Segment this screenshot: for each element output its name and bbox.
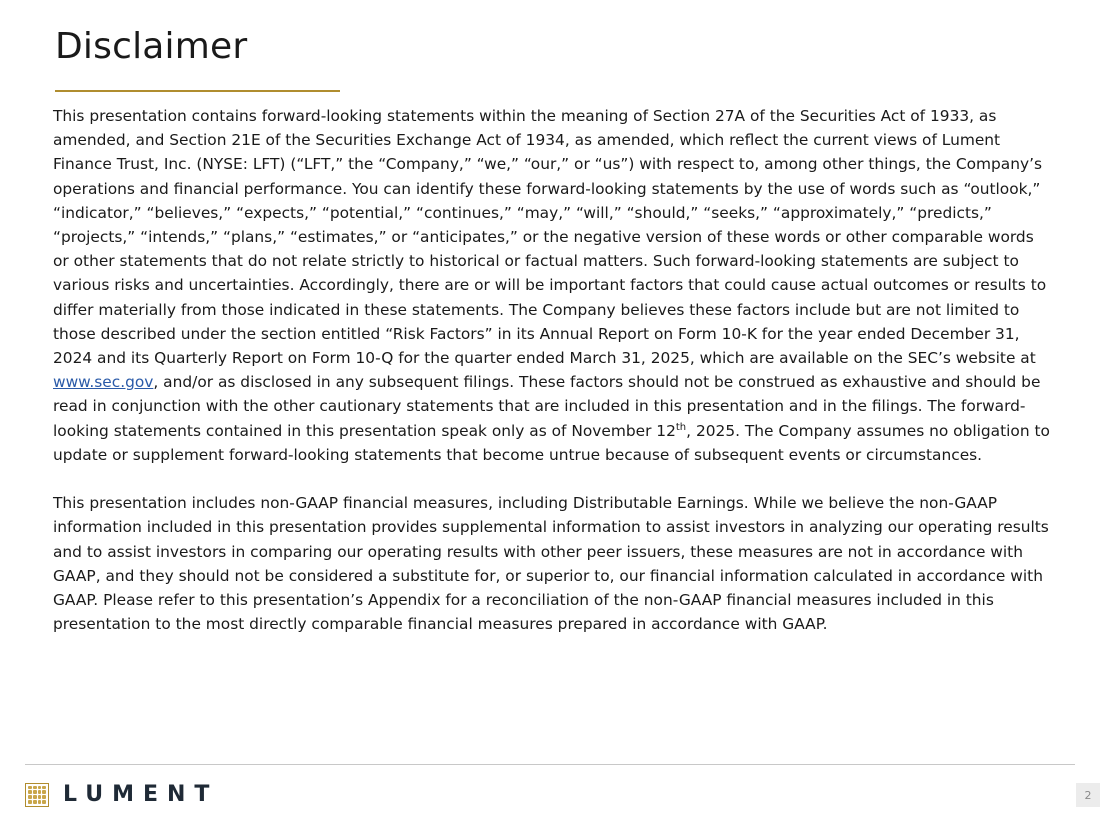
- paragraph1-text: This presentation contains forward-looking statements within the meaning of Section 27A of the Securities Act of 1933, as amended, and Section 21E of the Securities Exchange Act of 1934, as amended, which reflect the current views of Lument Finance Trust, Inc. (NYSE: LFT) (“LFT,” the “Company,” “we,” “our,” or “us”) with respect to, among other things, the Company’s operations and financial performance. You can identify these forward-looking statements by the use of words such as “outlook,” “indicator,” “believes,” “expects,” “potential,” “continues,” “may,” “will,” “should,” “seeks,” “approximately,” “predicts,” “projects,” “intends,” “plans,” “estimates,” or “anticipates,” or the negative version of these words or other comparable words or other statements that do not relate strictly to historical or factual matters. Such forward-looking statements are subject to various risks and uncertainties. Accordingly, there are or will be important factors that could cause actual outcomes or results to differ materially from those indicated in these statements. The Company believes these factors include but are not limited to those described under the section entitled “Risk Factors” in its Annual Report on Form 10-K for the year ended December 31, 2024 and its Quarterly Report on Form 10-Q for the quarter ended March 31, 2025, which are available on the SEC’s website at: [53, 107, 1047, 368]
- lument-grid-logo-icon: [25, 783, 49, 807]
- lument-logo: [25, 782, 218, 807]
- disclaimer-body: [53, 104, 1053, 636]
- paragraph1-text-end: , 2025. The Company assumes no obligation to update or supplement forward-looking statements that become untrue because of subsequent events or circumstances.: [53, 421, 1050, 464]
- slide-title: Disclaimer: [55, 26, 248, 67]
- title-underline: [55, 90, 340, 92]
- forward-looking-paragraph: [53, 104, 1053, 467]
- paragraph1-text-continued: , and/or as disclosed in any subsequent filings. These factors should not be construed as exhaustive and should be read in conjunction with the other cautionary statements that are included in this presentation and in the filings. The forward-looking statements contained in this presentation speak only as of November 12: [53, 373, 1041, 440]
- logo-wordmark: LUMENT: [63, 782, 219, 807]
- page-number: 2: [1076, 783, 1100, 807]
- ordinal-superscript: th: [675, 421, 687, 433]
- sec-website-link[interactable]: www.sec.gov: [53, 373, 154, 392]
- non-gaap-paragraph: This presentation includes non-GAAP financial measures, including Distributable Earnings. While we believe the non-GAAP information included in this presentation provides supplemental information to assist investors in analyzing our operating results and to assist investors in comparing our operating results with other peer issuers, these measures are not in accordance with GAAP, and they should not be considered a substitute for, or superior to, our financial information calculated in accordance with GAAP. Please refer to this presentation’s Appendix for a reconciliation of the non-GAAP financial measures included in this presentation to the most directly comparable financial measures prepared in accordance with GAAP.: [53, 494, 1049, 634]
- footer-divider: [25, 764, 1075, 765]
